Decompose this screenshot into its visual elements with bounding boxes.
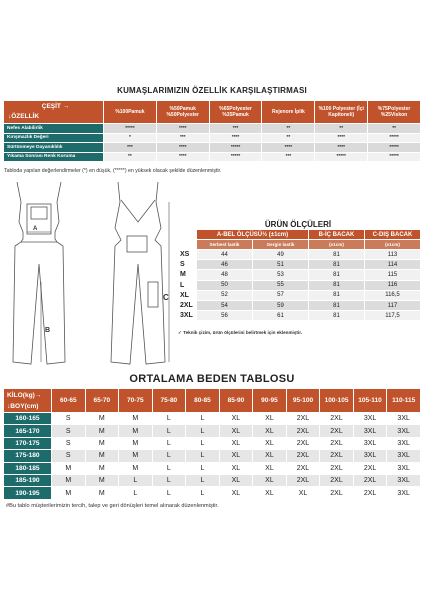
- recommended-size: M: [52, 487, 86, 499]
- height-label: 175-180: [4, 450, 52, 462]
- size-subheader: (±1cm): [309, 240, 365, 250]
- recommended-size: 2XL: [286, 450, 320, 462]
- table-row: [177, 260, 421, 270]
- fabric-rating: ****: [262, 143, 315, 153]
- body-corner-bottom: ↓BOY(cm): [7, 402, 39, 410]
- fabric-corner-header: [4, 101, 104, 124]
- size-label: M: [177, 270, 197, 280]
- recommended-size: L: [152, 413, 186, 425]
- fabric-rating: **: [262, 133, 315, 143]
- recommended-size: 3XL: [387, 437, 421, 449]
- recommended-size: XL: [219, 474, 253, 486]
- recommended-size: M: [119, 462, 153, 474]
- table-row: [4, 124, 421, 134]
- table-row: [4, 487, 421, 499]
- fabric-col-header: Rejenore İplik: [262, 101, 315, 124]
- weight-header: 70-75: [119, 389, 153, 413]
- fabric-rating: ****: [315, 133, 368, 143]
- size-value: 117: [365, 300, 421, 310]
- recommended-size: XL: [219, 425, 253, 437]
- recommended-size: L: [152, 487, 186, 499]
- fabric-comparison-table: [3, 100, 421, 162]
- recommended-size: 2XL: [286, 413, 320, 425]
- weight-header: 85-90: [219, 389, 253, 413]
- size-chart-note: ✓ Teknik çizim, ürün ölçülerini belirtmek için eklenmiştir.: [178, 330, 303, 335]
- weight-header: 95-100: [286, 389, 320, 413]
- recommended-size: 3XL: [387, 413, 421, 425]
- fabric-row-label: Nefes Alabilirlik: [4, 124, 104, 134]
- recommended-size: M: [85, 425, 119, 437]
- size-value: 59: [253, 300, 309, 310]
- weight-header: 105-110: [353, 389, 387, 413]
- body-table-title: ORTALAMA BEDEN TABLOSU: [129, 373, 295, 385]
- table-row: [177, 290, 421, 300]
- recommended-size: 2XL: [320, 425, 354, 437]
- table-row: [4, 152, 421, 162]
- size-value: 53: [253, 270, 309, 280]
- recommended-size: L: [186, 425, 220, 437]
- back-overall-outline: [111, 182, 165, 364]
- weight-header: 90-95: [253, 389, 287, 413]
- corner-top-label: ÇEŞİT →: [41, 103, 70, 110]
- recommended-size: M: [119, 413, 153, 425]
- table-row: [4, 133, 421, 143]
- height-label: 165-170: [4, 425, 52, 437]
- body-size-table: [3, 388, 421, 500]
- weight-header: 75-80: [152, 389, 186, 413]
- recommended-size: 2XL: [320, 450, 354, 462]
- recommended-size: M: [85, 487, 119, 499]
- front-pocket: [31, 207, 47, 219]
- size-value: 81: [309, 260, 365, 270]
- table-row: [4, 413, 421, 425]
- fabric-rating: ****: [209, 133, 262, 143]
- size-chart-title: ÜRÜN ÖLÇÜLERİ: [264, 220, 332, 229]
- recommended-size: 2XL: [286, 474, 320, 486]
- body-corner-top: KİLO(kg)→: [7, 391, 42, 399]
- recommended-size: 2XL: [286, 437, 320, 449]
- size-subheader: Gergin lastik: [253, 240, 309, 250]
- fabric-rating: *****: [368, 133, 421, 143]
- recommended-size: M: [85, 437, 119, 449]
- recommended-size: M: [52, 462, 86, 474]
- recommended-size: XL: [219, 487, 253, 499]
- recommended-size: L: [119, 487, 153, 499]
- recommended-size: M: [119, 425, 153, 437]
- sketch-label-a: A: [33, 226, 38, 232]
- recommended-size: 2XL: [320, 474, 354, 486]
- size-blank-header: [177, 230, 197, 240]
- size-col-header: B-İÇ BACAK: [309, 230, 365, 240]
- size-value: 113: [365, 250, 421, 260]
- size-value: 48: [197, 270, 253, 280]
- recommended-size: XL: [253, 487, 287, 499]
- height-label: 160-165: [4, 413, 52, 425]
- back-side-pocket: [148, 282, 158, 307]
- fabric-rating: *****: [104, 124, 157, 134]
- fabric-note: Tabloda yapılan değerlendirmeler (*) en düşük, (*****) en yüksek olacak şekilde düzenlenmiştir.: [4, 168, 222, 174]
- recommended-size: L: [186, 474, 220, 486]
- size-value: 46: [197, 260, 253, 270]
- table-row: [4, 143, 421, 153]
- size-subheader: Serbest lastik: [197, 240, 253, 250]
- recommended-size: L: [119, 474, 153, 486]
- recommended-size: XL: [219, 450, 253, 462]
- size-value: 56: [197, 311, 253, 321]
- recommended-size: XL: [253, 425, 287, 437]
- body-corner-header: [4, 389, 52, 413]
- recommended-size: S: [52, 450, 86, 462]
- fabric-rating: *****: [209, 152, 262, 162]
- recommended-size: M: [85, 474, 119, 486]
- size-value: 114: [365, 260, 421, 270]
- size-label: 2XL: [177, 300, 197, 310]
- recommended-size: 3XL: [353, 425, 387, 437]
- size-value: 44: [197, 250, 253, 260]
- recommended-size: L: [152, 450, 186, 462]
- table-row: [177, 270, 421, 280]
- back-strap-cross: [121, 200, 155, 222]
- recommended-size: M: [85, 450, 119, 462]
- table-row: [4, 425, 421, 437]
- fabric-rating: **: [315, 124, 368, 134]
- recommended-size: 3XL: [353, 450, 387, 462]
- size-value: 115: [365, 270, 421, 280]
- recommended-size: 2XL: [320, 413, 354, 425]
- fabric-rating: *****: [368, 152, 421, 162]
- fabric-col-header: %75Polyester %25Viskon: [368, 101, 421, 124]
- size-value: 81: [309, 311, 365, 321]
- sketch-label-c: C: [163, 293, 169, 302]
- recommended-size: L: [186, 487, 220, 499]
- size-value: 81: [309, 280, 365, 290]
- recommended-size: S: [52, 437, 86, 449]
- front-overall-outline: [13, 182, 65, 364]
- recommended-size: 2XL: [286, 425, 320, 437]
- recommended-size: 2XL: [320, 487, 354, 499]
- fabric-col-header: %50Pamuk %50Polyester: [156, 101, 209, 124]
- size-value: 54: [197, 300, 253, 310]
- size-value: 61: [253, 311, 309, 321]
- fabric-rating: ****: [156, 143, 209, 153]
- fabric-row-label: Kırışmazlık Değeri: [4, 133, 104, 143]
- corner-bottom-label: ↓ÖZELLİK: [8, 113, 40, 120]
- fabric-rating: **: [104, 152, 157, 162]
- size-value: 51: [253, 260, 309, 270]
- fabric-rating: *: [104, 133, 157, 143]
- fabric-rating: ****: [315, 143, 368, 153]
- table-row: [177, 280, 421, 290]
- fabric-table-title: KUMAŞLARIMIZIN ÖZELLİK KARŞILAŞTIRMASI: [117, 86, 307, 95]
- table-row: [4, 474, 421, 486]
- size-value: 57: [253, 290, 309, 300]
- size-value: 52: [197, 290, 253, 300]
- recommended-size: 2XL: [353, 474, 387, 486]
- recommended-size: XL: [253, 413, 287, 425]
- size-label: XL: [177, 290, 197, 300]
- fabric-col-header: %65Polyester %35Pamuk: [209, 101, 262, 124]
- recommended-size: 3XL: [387, 487, 421, 499]
- size-value: 117,5: [365, 311, 421, 321]
- weight-header: 100-105: [320, 389, 354, 413]
- height-label: 180-185: [4, 462, 52, 474]
- fabric-col-header: %100 Polyester (İçi Kapitoneli): [315, 101, 368, 124]
- weight-header: 110-115: [387, 389, 421, 413]
- overalls-sketch: [3, 182, 175, 372]
- size-label: S: [177, 260, 197, 270]
- size-value: 81: [309, 290, 365, 300]
- recommended-size: 3XL: [387, 474, 421, 486]
- recommended-size: 2XL: [286, 462, 320, 474]
- table-row: [4, 462, 421, 474]
- fabric-rating: ****: [156, 124, 209, 134]
- fabric-rating: ***: [262, 152, 315, 162]
- recommended-size: 2XL: [353, 462, 387, 474]
- recommended-size: S: [52, 413, 86, 425]
- fabric-rating: ****: [156, 152, 209, 162]
- recommended-size: M: [85, 462, 119, 474]
- size-label: L: [177, 280, 197, 290]
- fabric-row-label: Sürtünmeye Dayanıklılık: [4, 143, 104, 153]
- fabric-rating: *****: [209, 143, 262, 153]
- size-value: 116: [365, 280, 421, 290]
- recommended-size: XL: [253, 474, 287, 486]
- back-pocket: [127, 236, 147, 252]
- table-row: [4, 450, 421, 462]
- recommended-size: XL: [219, 462, 253, 474]
- recommended-size: 3XL: [387, 425, 421, 437]
- recommended-size: L: [186, 413, 220, 425]
- size-subheader: (±1cm): [365, 240, 421, 250]
- recommended-size: L: [152, 437, 186, 449]
- fabric-rating: **: [262, 124, 315, 134]
- weight-header: 80-85: [186, 389, 220, 413]
- size-label: XS: [177, 250, 197, 260]
- size-value: 81: [309, 250, 365, 260]
- height-label: 190-195: [4, 487, 52, 499]
- recommended-size: L: [152, 462, 186, 474]
- recommended-size: L: [152, 425, 186, 437]
- size-value: 50: [197, 280, 253, 290]
- recommended-size: 2XL: [320, 462, 354, 474]
- size-col-header: C-DIŞ BACAK: [365, 230, 421, 240]
- size-col-header: A-BEL ÖLÇÜSÜ½ (±1cm): [197, 230, 309, 240]
- fabric-row-label: Yıkama Sonrası Renk Koruma: [4, 152, 104, 162]
- sketch-label-b: B: [45, 327, 51, 334]
- size-label: 3XL: [177, 311, 197, 321]
- table-row: [177, 250, 421, 260]
- recommended-size: 2XL: [320, 437, 354, 449]
- size-value: 81: [309, 270, 365, 280]
- fabric-col-header: %100Pamuk: [104, 101, 157, 124]
- size-value: 116,5: [365, 290, 421, 300]
- weight-header: 65-70: [85, 389, 119, 413]
- recommended-size: XL: [253, 450, 287, 462]
- recommended-size: M: [119, 437, 153, 449]
- size-chart-table: [176, 229, 421, 321]
- recommended-size: 3XL: [353, 437, 387, 449]
- recommended-size: M: [85, 413, 119, 425]
- recommended-size: XL: [286, 487, 320, 499]
- recommended-size: XL: [253, 462, 287, 474]
- recommended-size: 2XL: [353, 487, 387, 499]
- fabric-rating: **: [368, 124, 421, 134]
- recommended-size: S: [52, 425, 86, 437]
- recommended-size: L: [186, 450, 220, 462]
- size-value: 55: [253, 280, 309, 290]
- recommended-size: L: [186, 462, 220, 474]
- body-table-note: #Bu tablo müşterilerimizin tercih, talep ve geri dönüşleri temel alınarak düzenlenmiştir.: [6, 503, 219, 509]
- height-label: 170-175: [4, 437, 52, 449]
- height-label: 185-190: [4, 474, 52, 486]
- fabric-rating: ***: [104, 143, 157, 153]
- fabric-rating: ***: [209, 124, 262, 134]
- fabric-rating: *****: [368, 143, 421, 153]
- recommended-size: XL: [219, 413, 253, 425]
- recommended-size: L: [152, 474, 186, 486]
- table-row: [177, 300, 421, 310]
- recommended-size: XL: [219, 437, 253, 449]
- recommended-size: XL: [253, 437, 287, 449]
- fabric-rating: ***: [156, 133, 209, 143]
- recommended-size: M: [119, 450, 153, 462]
- recommended-size: 3XL: [387, 462, 421, 474]
- recommended-size: 3XL: [387, 450, 421, 462]
- table-row: [177, 311, 421, 321]
- size-value: 49: [253, 250, 309, 260]
- recommended-size: M: [52, 474, 86, 486]
- fabric-rating: *****: [315, 152, 368, 162]
- size-blank-subheader: [177, 240, 197, 250]
- table-row: [4, 437, 421, 449]
- recommended-size: L: [186, 437, 220, 449]
- recommended-size: 3XL: [353, 413, 387, 425]
- size-value: 81: [309, 300, 365, 310]
- weight-header: 60-65: [52, 389, 86, 413]
